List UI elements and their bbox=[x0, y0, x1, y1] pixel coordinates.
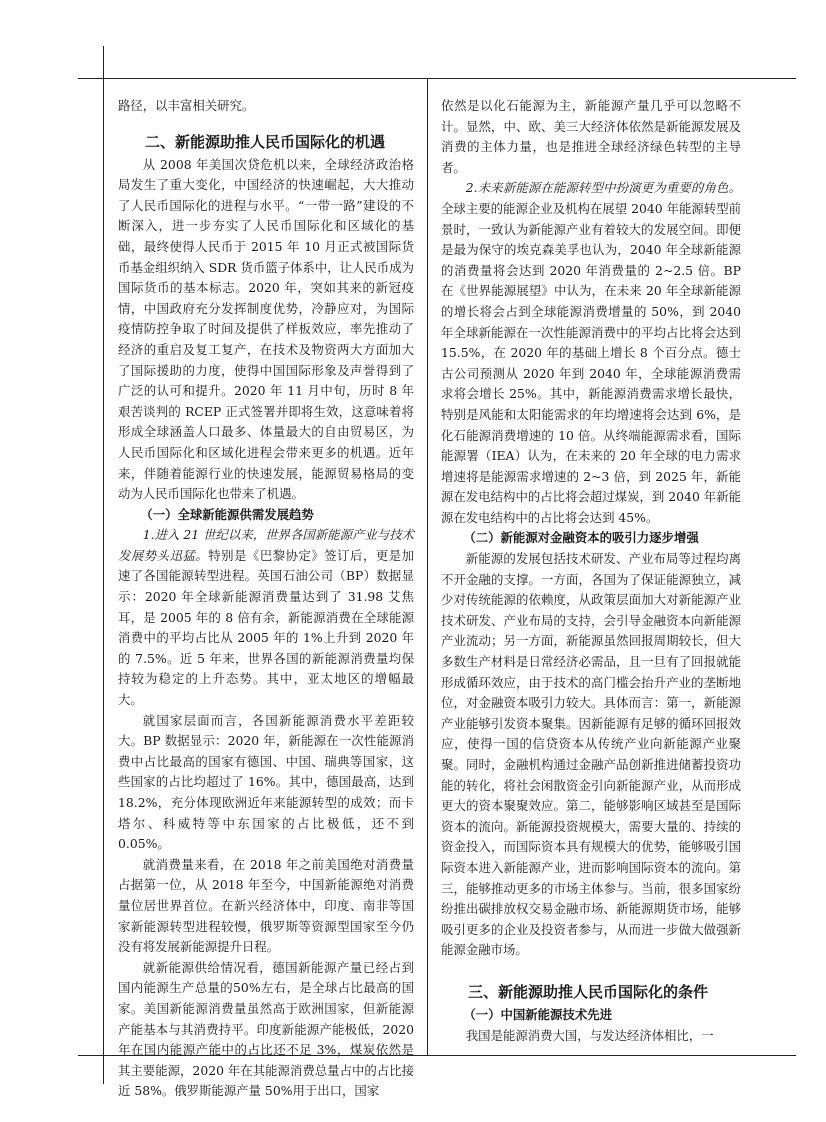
subsection-heading: （一）全球新能源供需发展趋势 bbox=[140, 506, 314, 522]
paragraph-lead: 2.未来新能源在能源转型中扮演更为重要的角色。 bbox=[465, 180, 741, 196]
section-heading: 二、新能源助推人民币国际化的机遇 bbox=[145, 132, 386, 151]
paragraph: 就新能源供给情况看，德国新能源产量已经占到国内能源生产总量的50%左右，是全球占比最高的国家。美国新能源消费量虽然高于欧洲国家，但新能源产能基本与其消费持平。印度新能源产能极低，2020 年在国内能源产能中的占比还不足 3%，煤炭依然是其主要能源，2020 年在其能源消费总量占中的占比接近 58%。俄罗斯能源产量 50%用于出口，国家 bbox=[118, 959, 414, 1099]
paragraph: 路径，以丰富相关研究。 bbox=[118, 98, 255, 113]
paragraph bbox=[118, 525, 414, 710]
column-divider bbox=[427, 78, 428, 1055]
right-column bbox=[441, 96, 741, 1046]
section-heading: 三、新能源助推人民币国际化的条件 bbox=[468, 982, 709, 1001]
left-column bbox=[118, 96, 414, 1102]
paragraph: 新能源的发展包括技术研发、产业布局等过程均离不开金融的支撑。一方面，各国为了保证能源独立，减少对传统能源的依赖度，从政策层面加大对新能源产业技术研发、产业布局的支持，会引导金融资本向新能源产业流动；另一方面，新能源虽然回报周期较长，但大多数生产材料是日常经济必需品，且一旦有了回报就能形成循环效应，由于技术的高门槛会抬升产业的垄断地位，对金融资本吸引力较大。具体而言：第一，新能源产业能够引发资本聚集。因新能源有足够的循环回报效应，使得一国的信贷资本从传统产业向新能源产业聚聚。同时，金融机构通过金融产品创新推进储蓄投资功能的转化，将社会闲散资金引向新能源产业，从而形成更大的资本聚聚效应。第二，能够影响区域甚至是国际资本的流向。新能源投资规模大，需要大量的、持续的资金投入，而国际资本具有规模大的优势，能够吸引国际资本进入新能源产业，进而影响国际资本的流向。第三，能够推动更多的市场主体参与。当前，很多国家纷纷推出碳排放权交易金融市场、新能源期货市场，能够吸引更多的企业及投资者参与，从而进一步做大做强新能源金融市场。 bbox=[441, 551, 741, 958]
left-margin-rule bbox=[103, 46, 104, 1084]
paragraph-lead: 1.进入 21 世纪以来，世界各国新能源产业与技术发展势头迅猛。 bbox=[118, 527, 414, 563]
paragraph bbox=[441, 178, 741, 528]
paragraph: 我国是能源消费大国，与发达经济体相比，一 bbox=[465, 1027, 714, 1043]
paragraph-body: 特别是《巴黎协定》签订后，更是加速了各国能源转型进程。英国石油公司（BP）数据显示：2020 年全球新能源消费量达到了 31.98 艾焦耳，是 2005 年的 8 倍有余，新能源消费在全球能源消费中的平均占比从 2005 年的 1%上升到 2020 年的 7.5%。近 5 年来，世界各国的新能源消费量均保持较为稳定的上升态势。其中，亚太地区的增幅最大。 bbox=[118, 547, 415, 708]
paragraph: 就国家层面而言，各国新能源消费水平差距较大。BP 数据显示：2020 年，新能源在一次性能源消费中占比最高的国家有德国、中国、瑞典等国家，这些国家的占比均超过了 16%。其中，德国最高，达到 18.2%，充分体现欧洲近年来能源转型的成效；而卡塔尔、科威特等中东国家的占比极低，还不到 0.05%。 bbox=[118, 712, 414, 852]
header-rule bbox=[78, 78, 796, 79]
paragraph-body: 全球主要的能源企业及机构在展望 2040 年能源转型前景时，一致认为新能源产业有着较大的发展空间。即便是最为保守的埃克森美孚也认为，2040 年全球新能源的消费量将会达到 2020 年消费量的 2~2.5 倍。BP 在《世界能源展望》中认为，在未来 20 年全球新能源的增长将会占到全球能源消费增量的 50%，到 2040 年全球新能源在一次性能源消费中的平均占比将会达到 15.5%，在 2020 年的基础上增长 8 个百分点。德士古公司预测从 2020 年到 2040 年，全球能源消费需求将会增长 25%。其中，新能源消费需求增长最快，特别是风能和太阳能需求的年均增速将会达到 6%，是化石能源消费增速的 10 倍。从终端能源需求看，国际能源署（IEA）认为，在未来的 20 年全球的电力需求增速将是能源需求增速的 2~3 倍，到 2025 年，新能源在发电结构中的占比将会超过煤炭，到 2040 年新能源在发电结构中的占比将会达到 45%。 bbox=[441, 200, 741, 525]
subsection-heading: （二）新能源对金融资本的吸引力逐步增强 bbox=[463, 530, 699, 546]
paragraph: 依然是以化石能源为主，新能源产量几乎可以忽略不计。显然，中、欧、美三大经济体依然是新能源发展及消费的主体力量，也是推进全球经济绿色转型的主导者。 bbox=[441, 98, 741, 175]
paragraph: 从 2008 年美国次贷危机以来，全球经济政治格局发生了重大变化，中国经济的快速崛起，大大推动了人民币国际化的进程与水平。“一带一路”建设的不断深入，进一步夯实了人民币国际化和区域化的基础，最终使得人民币于 2015 年 10 月正式被国际货币基金组织纳入 SDR 货币篮子体系中，让人民币成为国际货币的基本标志。2020 年，突如其来的新冠疫情，中国政府充分发挥制度优势，冷静应对，为国际疫情防控争取了时间及提供了样板效应，率先推动了经济的重启及复工复产，在技术及物资两大方面加大了国际援助的力度，使得中国国际形象及声誉得到了广泛的认可和提升。2020 年 11 月中旬，历时 8 年艰苦谈判的 RCEP 正式签署并即将生效，这意味着将形成全球涵盖人口最多、体量最大的自由贸易区，为人民币国际化和区域化进程会带来更多的机遇。近年来，伴随着能源行业的快速发展，能源贸易格局的变动为人民币国际化也带来了机遇。 bbox=[118, 156, 414, 502]
paragraph: 就消费量来看，在 2018 年之前美国绝对消费量占据第一位，从 2018 年至今，中国新能源绝对消费量位居世界首位。在新兴经济体中，印度、南非等国家新能源转型进程较慢，俄罗斯等资源型国家至今仍没有将发展新能源提升日程。 bbox=[118, 856, 414, 955]
subsection-heading: （一）中国新能源技术先进 bbox=[463, 1006, 612, 1022]
